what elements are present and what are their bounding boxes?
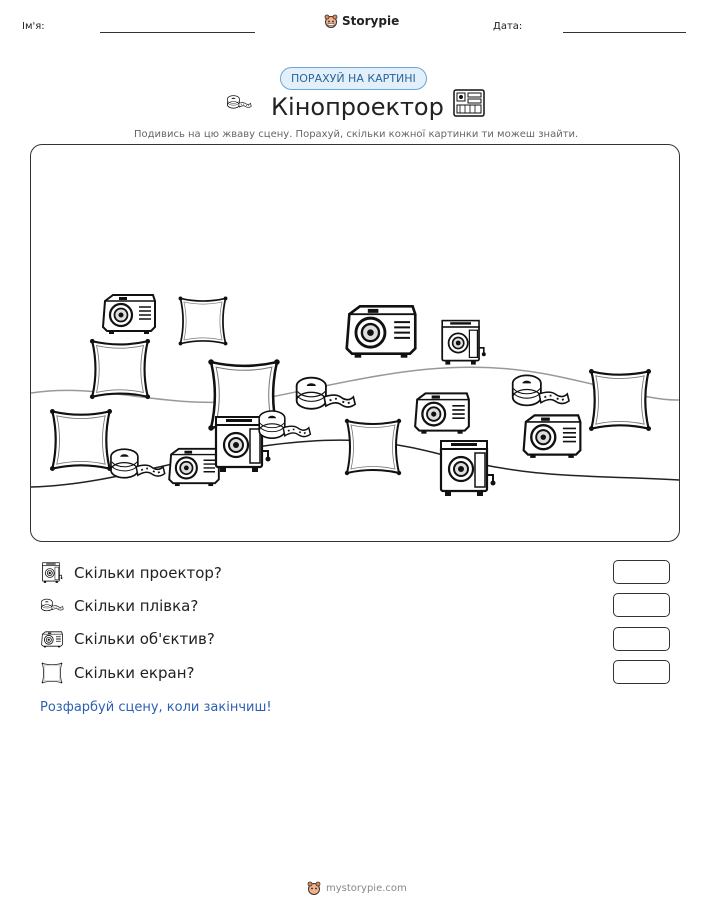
answer-box-projector[interactable] — [613, 560, 670, 584]
counting-scene — [30, 144, 680, 542]
lens-icon — [415, 393, 469, 433]
film-reel-icon — [259, 411, 310, 438]
screen-icon — [40, 662, 64, 684]
site-url[interactable]: mystorypie.com — [326, 882, 407, 894]
screen-icon — [90, 339, 150, 399]
instructions: Подивись на цю жваву сцену. Порахуй, скільки кожної картинки ти можеш знайти. — [134, 129, 579, 140]
question-text: Скільки екран? — [74, 664, 195, 682]
brand-name: Storypie — [342, 14, 400, 28]
lens-icon — [169, 449, 219, 486]
film-reel-icon — [513, 375, 569, 405]
name-field[interactable] — [100, 32, 255, 33]
name-label: Ім'я: — [22, 21, 45, 32]
screen-icon — [50, 409, 112, 471]
storypie-mascot-icon — [307, 881, 321, 895]
lens-icon — [524, 415, 581, 458]
answer-box-lens[interactable] — [613, 627, 670, 651]
screen-icon — [179, 297, 228, 346]
question-row-projector — [40, 562, 222, 584]
activity-badge: ПОРАХУЙ НА КАРТИНІ — [280, 67, 427, 90]
question-row-screen — [40, 662, 194, 684]
brand-logo — [324, 14, 399, 28]
page-title: Кінопроектор — [271, 93, 444, 121]
projector-icon — [442, 321, 486, 365]
question-row-film — [40, 596, 198, 616]
film-strip-icon — [453, 89, 485, 117]
screen-icon — [345, 419, 401, 475]
answer-box-film[interactable] — [613, 593, 670, 617]
question-text: Скільки плівка? — [74, 597, 199, 615]
date-field[interactable] — [563, 32, 686, 33]
storypie-mascot-icon — [324, 14, 338, 28]
question-text: Скільки проектор? — [74, 564, 222, 582]
date-label: Дата: — [493, 21, 523, 32]
answer-box-screen[interactable] — [613, 660, 670, 684]
coloring-instruction: Розфарбуй сцену, коли закінчиш! — [40, 700, 272, 715]
film-reel-icon — [111, 449, 165, 478]
lens-icon — [103, 295, 155, 334]
film-reel-icon — [226, 93, 252, 113]
site-footer — [307, 881, 407, 895]
projector-icon — [441, 441, 496, 496]
lens-icon — [40, 629, 64, 649]
screen-icon — [589, 369, 651, 431]
lens-icon — [347, 306, 416, 357]
film-reel-icon — [40, 596, 64, 616]
question-text: Скільки об'єктив? — [74, 630, 215, 648]
question-row-lens — [40, 629, 215, 649]
scene-illustration — [31, 145, 679, 541]
projector-icon — [40, 562, 64, 584]
